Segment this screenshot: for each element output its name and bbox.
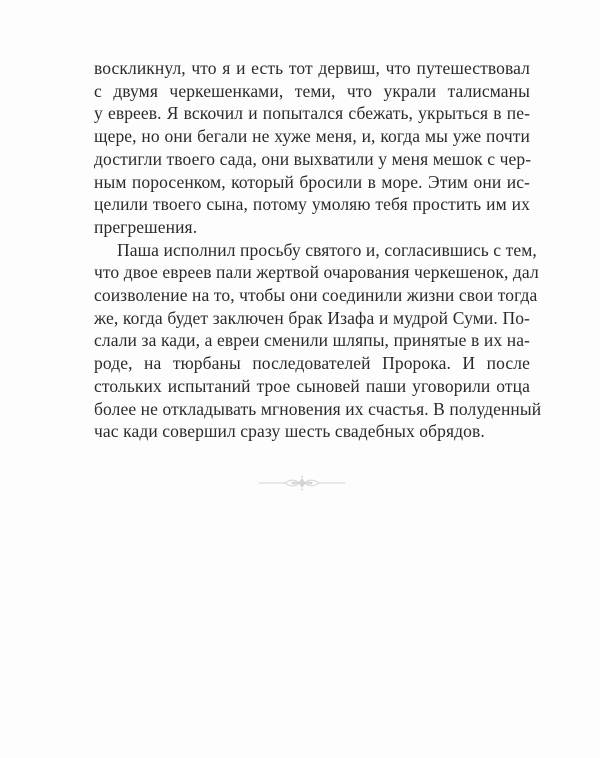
text-line: целили твоего сына, потому умоляю тебя простить им их	[94, 194, 530, 215]
text-line: стольких испытаний трое сыновей паши уговорили отца	[94, 375, 530, 396]
text-line: прегрешения.	[94, 216, 198, 237]
text-line: более не откладывать мгновения их счастья. В полуденный	[94, 398, 542, 419]
text-block	[94, 57, 542, 443]
section-divider	[257, 474, 347, 492]
text-line: роде, на тюрбаны последователей Пророка. И после	[94, 353, 530, 374]
paragraph-2	[94, 239, 542, 443]
text-line: воскликнул, что я и есть тот дервиш, что путешествовал	[94, 58, 530, 78]
text-line: ным поросенком, который бросили в море. Этим они ис-	[94, 171, 530, 192]
text-line: что двое евреев пали жертвой очарования черкешенок, дал	[94, 262, 539, 283]
text-line: достигли твоего сада, они выхватили у меня мешок с чер-	[94, 148, 532, 169]
text-line: Паша исполнил просьбу святого и, согласившись с тем,	[117, 239, 537, 260]
text-line: же, когда будет заключен брак Изафа и мудрой Суми. По-	[94, 307, 530, 328]
text-line: с двумя черкешенками, теми, что украли талисманы	[94, 80, 530, 101]
text-line: слали за кади, а евреи сменили шляпы, принятые в их на-	[94, 330, 530, 351]
text-line: щере, но они бегали не хуже меня, и, когда мы уже почти	[94, 126, 530, 147]
text-line: соизволение на то, чтобы они соединили жизни свои тогда	[94, 285, 538, 306]
text-line: у евреев. Я вскочил и попытался сбежать, укрыться в пе-	[94, 103, 530, 124]
flourish-divider-icon	[257, 474, 347, 492]
text-line: час кади совершил сразу шесть свадебных обрядов.	[94, 421, 485, 442]
paragraph-1	[94, 57, 530, 239]
